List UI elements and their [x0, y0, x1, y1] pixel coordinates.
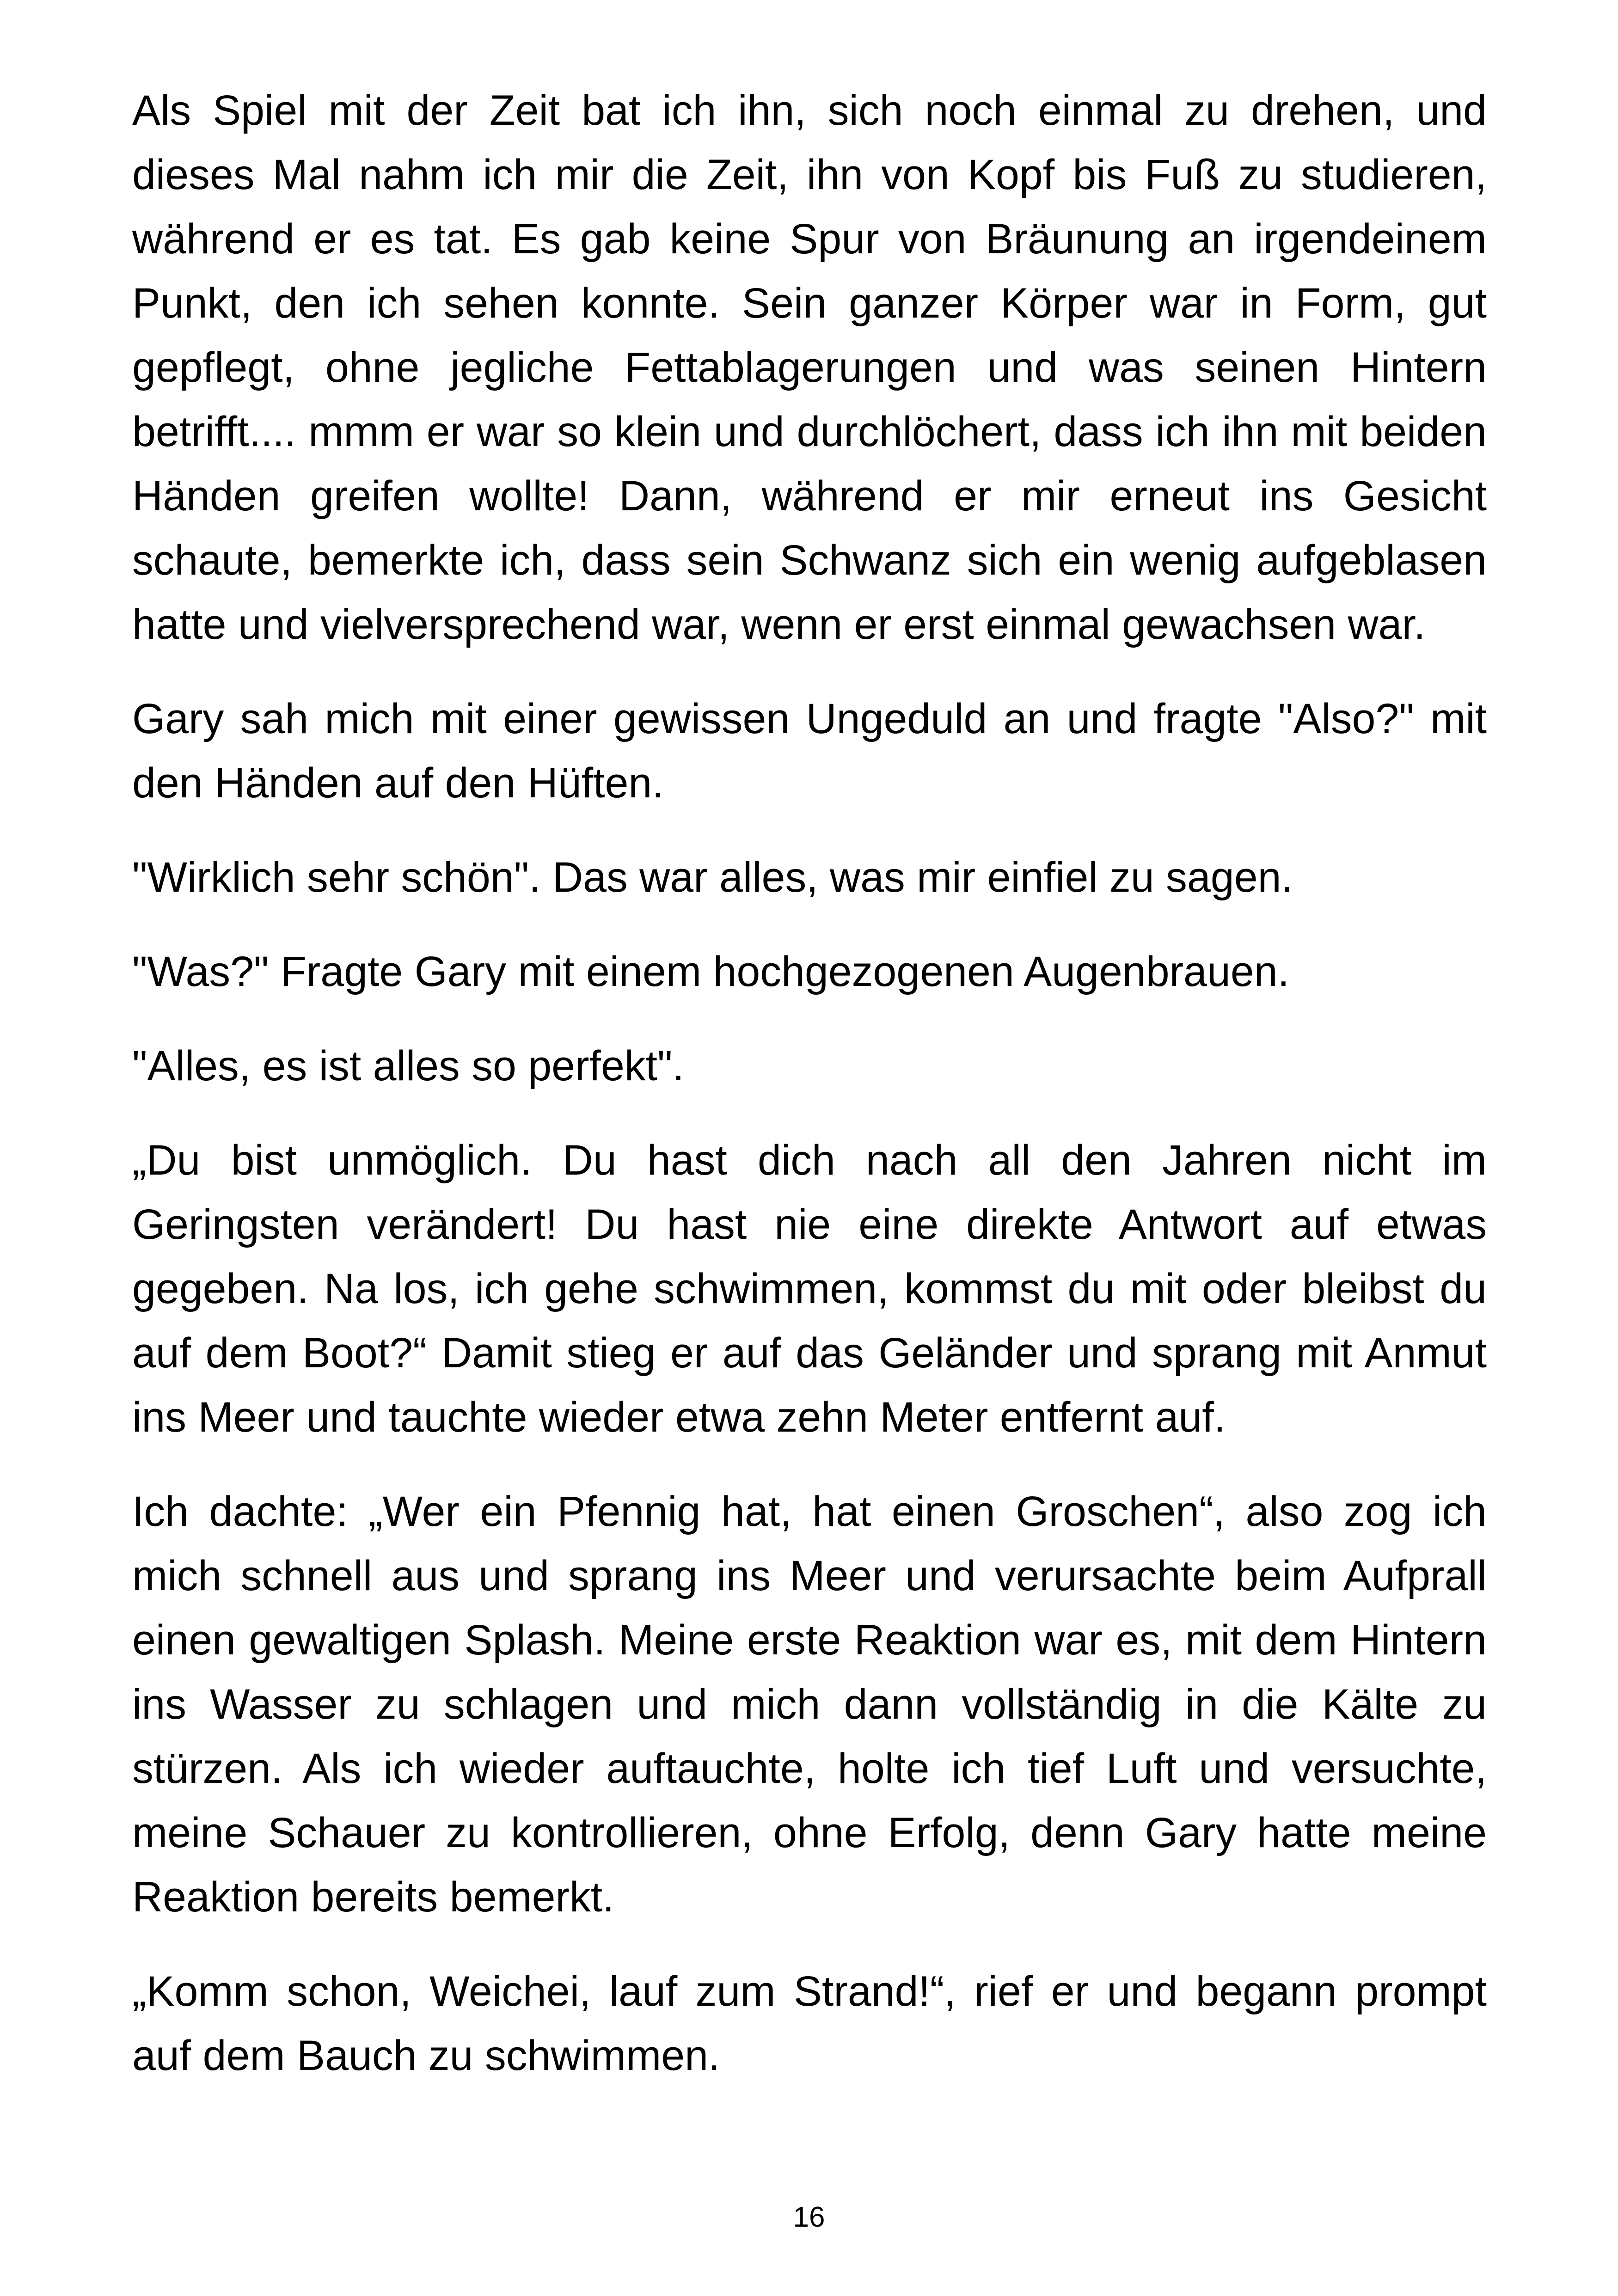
body-text: [132, 79, 1487, 2118]
paragraph-8: „Komm schon, Weichei, lauf zum Strand!“, rief er und begann prompt auf dem Bauch zu schwimmen.: [132, 1968, 1487, 2079]
paragraph-4: "Was?" Fragte Gary mit einem hochgezogenen Augenbrauen.: [132, 948, 1290, 995]
paragraph-3: "Wirklich sehr schön". Das war alles, was mir einfiel zu sagen.: [132, 854, 1293, 901]
paragraph-1: Als Spiel mit der Zeit bat ich ihn, sich noch einmal zu drehen, und dieses Mal nahm ich mir die Zeit, ihn von Kopf bis Fuß zu studieren, während er es tat. Es gab keine Spur von Bräunung an irgendeinem Punkt, den ich sehen konnte. Sein ganzer Körper war in Form, gut gepflegt, ohne jegliche Fettablagerungen und was seinen Hintern betrifft.... mmm er war so klein und durchlöchert, dass ich ihn mit beiden Händen greifen wollte! Dann, während er mir erneut ins Gesicht schaute, bemerkte ich, dass sein Schwanz sich ein wenig aufgeblasen hatte und vielversprechend war, wenn er erst einmal gewachsen war.: [132, 87, 1487, 648]
paragraph-5: "Alles, es ist alles so perfekt".: [132, 1042, 684, 1090]
paragraph-6: „Du bist unmöglich. Du hast dich nach all den Jahren nicht im Geringsten verändert! Du hast nie eine direkte Antwort auf etwas gegeben. Na los, ich gehe schwimmen, kommst du mit oder bleibst du auf dem Boot?“ Damit stieg er auf das Geländer und sprang mit Anmut ins Meer und tauchte wieder etwa zehn Meter entfernt auf.: [132, 1137, 1487, 1441]
page-number: 16: [793, 2201, 825, 2233]
paragraph-7: Ich dachte: „Wer ein Pfennig hat, hat einen Groschen“, also zog ich mich schnell aus und sprang ins Meer und verursachte beim Aufprall einen gewaltigen Splash. Meine erste Reaktion war es, mit dem Hintern ins Wasser zu schlagen und mich dann vollständig in die Kälte zu stürzen. Als ich wieder auftauchte, holte ich tief Luft und versuchte, meine Schauer zu kontrollieren, ohne Erfolg, denn Gary hatte meine Reaktion bereits bemerkt.: [132, 1488, 1487, 1921]
paragraph-2: Gary sah mich mit einer gewissen Ungeduld an und fragte "Also?" mit den Händen auf den Hüften.: [132, 695, 1487, 807]
